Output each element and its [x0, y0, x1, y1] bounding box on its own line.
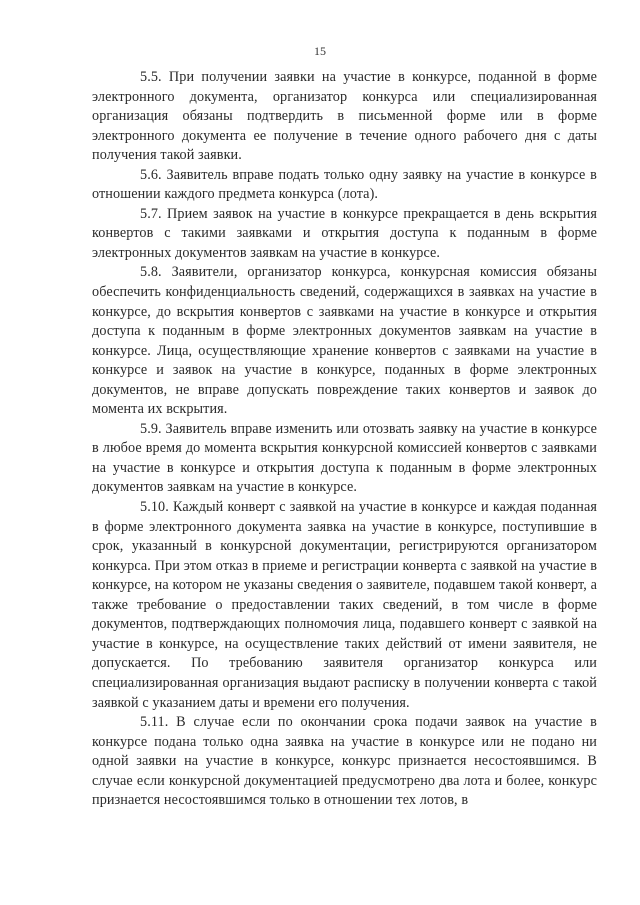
paragraph-5-5: 5.5. При получении заявки на участие в конкурсе, поданной в форме электронного документа, организатор конкурса или специализированная организация обязаны подтвердить в письменной форме или в форме электронного документа ее получение в течение одного рабочего дня с даты получения такой заявки. — [92, 69, 597, 164]
document-body — [92, 68, 597, 811]
page-number: 15 — [314, 44, 326, 58]
paragraph-5-11: 5.11. В случае если по окончании срока подачи заявок на участие в конкурсе подана только одна заявка на участие в конкурсе или не подано ни одной заявки на участие в конкурсе, конкурс признается несостоявшимся. В случае если конкурсной документацией предусмотрено два лота и более, конкурс признается несостоявшимся только в отношении тех лотов, в — [92, 714, 597, 809]
paragraph-5-9: 5.9. Заявитель вправе изменить или отозвать заявку на участие в конкурсе в любое время до момента вскрытия конкурсной комиссией конвертов с заявками на участие в конкурсе и открытия доступа к поданным в форме электронных документов заявкам на участие в конкурсе. — [92, 420, 597, 496]
paragraph-5-6: 5.6. Заявитель вправе подать только одну заявку на участие в конкурсе в отношении каждого предмета конкурса (лота). — [92, 166, 597, 203]
paragraph-5-7: 5.7. Прием заявок на участие в конкурсе прекращается в день вскрытия конвертов с такими заявками и открытия доступа к поданным в форме электронных документов заявкам на участие в конкурсе. — [92, 205, 597, 261]
paragraph-5-10: 5.10. Каждый конверт с заявкой на участие в конкурсе и каждая поданная в форме электронного документа заявка на участие в конкурсе, поступившие в срок, указанный в конкурсной документации, регистрируются организатором конкурса. При этом отказ в приеме и регистрации конверта с заявкой на участие в конкурсе, на котором не указаны сведения о заявителе, подавшем такой конверт, а также требование о предоставлении таких сведений, в том числе в форме документов, подтверждающих полномочия лица, подавшего конверт с заявкой на участие в конкурсе, на осуществление таких действий от имени заявителя, не допускается. По требованию заявителя организатор конкурса или специализированная организация выдают расписку в получении конверта с такой заявкой с указанием даты и времени его получения. — [92, 499, 597, 711]
paragraph-5-8: 5.8. Заявители, организатор конкурса, конкурсная комиссия обязаны обеспечить конфиденциальность сведений, содержащихся в заявках на участие в конкурсе, до вскрытия конвертов с заявками на участие в конкурсе и открытия доступа к поданным в форме электронных документов заявкам на участие в конкурсе. Лица, осуществляющие хранение конвертов с заявками на участие в конкурсе и заявок на участие в конкурсе, поданных в форме электронных документов, не вправе допускать повреждение таких конвертов и заявок до момента их вскрытия. — [92, 264, 597, 418]
